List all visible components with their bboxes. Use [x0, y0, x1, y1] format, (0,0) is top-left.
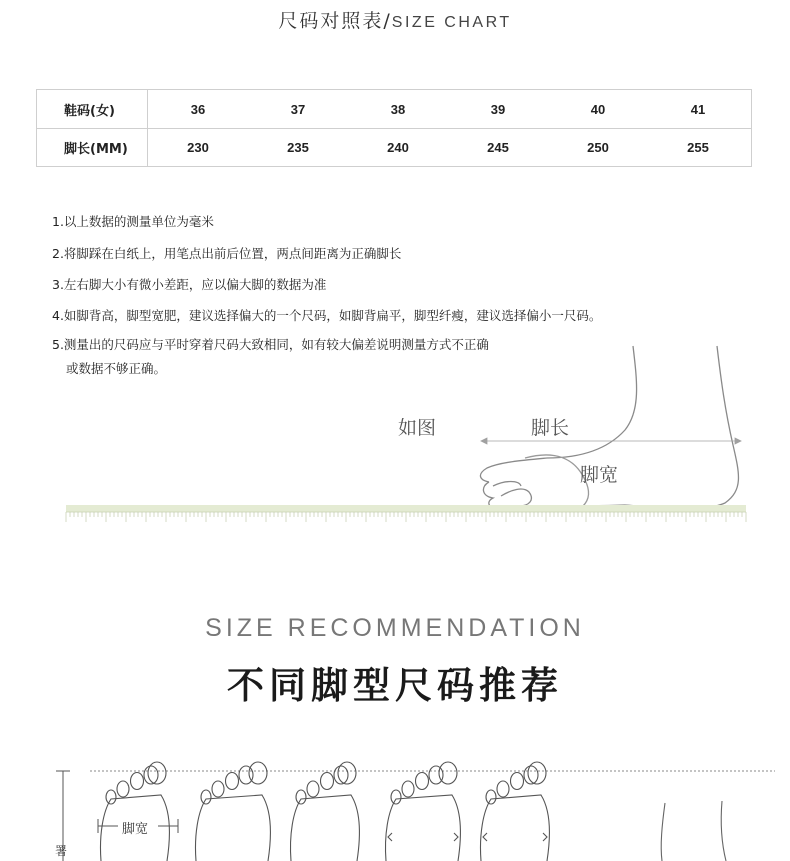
- size-cell: 39: [490, 101, 506, 117]
- size-table: [36, 89, 752, 167]
- chart-title-cn: 尺码对照表: [278, 10, 384, 32]
- chart-title: [0, 6, 790, 33]
- foot-type-outline: [385, 762, 460, 861]
- row-header-foot-length: 脚长(MM): [37, 128, 148, 166]
- note-item: 3.左右脚大小有微小差距，应以偏大脚的数据为准: [52, 277, 327, 292]
- as-shown-label: 如图: [398, 417, 437, 439]
- foot-type-outline: [195, 762, 270, 861]
- foot-width-label: 脚宽: [580, 464, 619, 486]
- note-item: 4.如脚背高，脚型宽肥，建议选择偏大的一个尺码，如脚背扁平，脚型纤瘦，建议选择偏小一尺码。: [52, 308, 602, 323]
- foot-type-outline: [100, 762, 169, 861]
- recommendation-title-cn: 不同脚型尺码推荐: [227, 664, 563, 707]
- length-cell: 255: [687, 139, 709, 155]
- ruler: [66, 505, 746, 523]
- note-item: 2.将脚踩在白纸上，用笔点出前后位置，两点间距离为正确脚长: [52, 246, 402, 261]
- foot-type-outline: [480, 762, 549, 861]
- length-cell: 240: [387, 139, 409, 155]
- length-cell: 245: [487, 139, 509, 155]
- foot-side-illustration: [398, 340, 755, 530]
- foot-types-illustration: [0, 755, 790, 861]
- recommendation-title-en: SIZE RECOMMENDATION: [205, 614, 585, 642]
- row-header-shoe-size: 鞋码(女): [37, 90, 148, 128]
- length-cell: 235: [287, 139, 309, 155]
- chart-title-separator: /: [383, 10, 392, 32]
- foot-width-bracket-label: 脚宽: [122, 822, 149, 837]
- table-row-size: [37, 90, 751, 129]
- note-item: 5.测量出的尺码应与平时穿着尺码大致相同，如有较大偏差说明测量方式不正确: [52, 337, 489, 352]
- size-cell: 37: [290, 101, 306, 117]
- size-cell: 40: [590, 101, 606, 117]
- note-item: 或数据不够正确。: [66, 361, 167, 376]
- chart-title-en: SIZE CHART: [391, 14, 512, 31]
- size-cell: 38: [390, 101, 406, 117]
- length-cell: 250: [587, 139, 609, 155]
- note-item: 1.以上数据的测量单位为毫米: [52, 214, 214, 229]
- length-cell: 230: [187, 139, 209, 155]
- size-cell: 36: [190, 101, 206, 117]
- table-row-length: [37, 128, 751, 166]
- foot-length-label: 脚长: [531, 417, 570, 439]
- foot-type-outline: [290, 762, 359, 861]
- size-cell: 41: [690, 101, 706, 117]
- vertical-scale-label: 署: [55, 844, 68, 858]
